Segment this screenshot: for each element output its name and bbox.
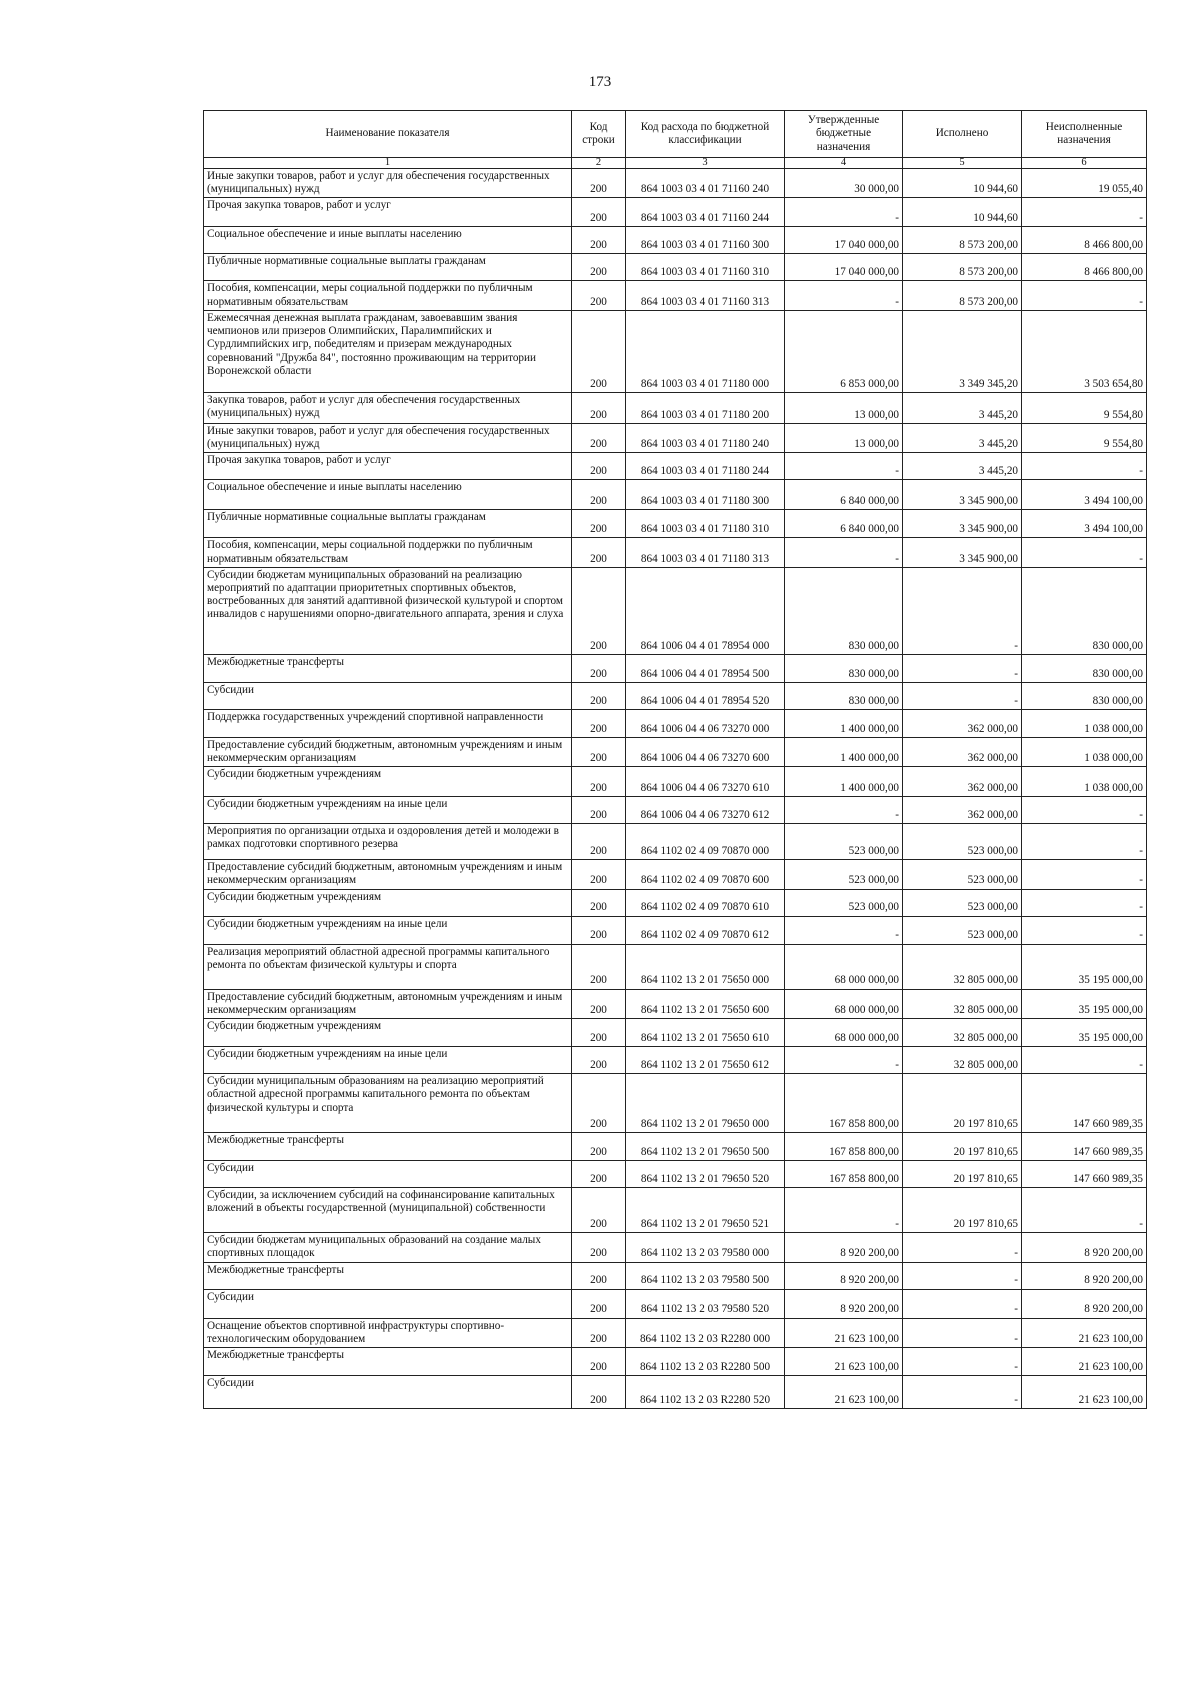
row-budget-code: 864 1006 04 4 01 78954 520 xyxy=(626,682,785,709)
row-unexecuted: - xyxy=(1022,797,1147,824)
table-row xyxy=(204,198,1147,227)
row-indicator-name: Субсидии xyxy=(204,1161,572,1188)
row-unexecuted: - xyxy=(1022,538,1147,567)
row-unexecuted: 21 623 100,00 xyxy=(1022,1318,1147,1347)
header-indicator-name: Наименование показателя xyxy=(204,111,572,158)
header-line-code: Код строки xyxy=(572,111,626,158)
row-indicator-name: Субсидии бюджетным учреждениям xyxy=(204,889,572,916)
table-row xyxy=(204,1133,1147,1161)
row-unexecuted: - xyxy=(1022,198,1147,227)
row-budget-code: 864 1003 03 4 01 71180 300 xyxy=(626,480,785,510)
row-line-code: 200 xyxy=(572,510,626,538)
row-executed: 3 349 345,20 xyxy=(903,310,1022,392)
row-executed: 3 445,20 xyxy=(903,453,1022,480)
row-budget-code: 864 1003 03 4 01 71180 313 xyxy=(626,538,785,567)
table-row xyxy=(204,392,1147,423)
row-budget-code: 864 1102 13 2 01 75650 600 xyxy=(626,989,785,1018)
row-unexecuted: 19 055,40 xyxy=(1022,169,1147,198)
row-budget-code: 864 1102 02 4 09 70870 000 xyxy=(626,824,785,860)
row-budget-code: 864 1102 13 2 01 79650 521 xyxy=(626,1188,785,1233)
row-line-code: 200 xyxy=(572,480,626,510)
row-line-code: 200 xyxy=(572,916,626,944)
row-approved: 6 840 000,00 xyxy=(785,480,903,510)
header-unexecuted: Неисполненные назначения xyxy=(1022,111,1147,158)
header-approved: Утвержденные бюджетные назначения xyxy=(785,111,903,158)
row-budget-code: 864 1102 13 2 03 79580 520 xyxy=(626,1289,785,1318)
row-executed: 362 000,00 xyxy=(903,709,1022,737)
row-indicator-name: Закупка товаров, работ и услуг для обеспечения государственных (муниципальных) нужд xyxy=(204,392,572,423)
row-indicator-name: Субсидии xyxy=(204,1375,572,1408)
row-unexecuted: 830 000,00 xyxy=(1022,682,1147,709)
row-indicator-name: Публичные нормативные социальные выплаты гражданам xyxy=(204,510,572,538)
row-approved: 1 400 000,00 xyxy=(785,737,903,766)
row-budget-code: 864 1003 03 4 01 71180 310 xyxy=(626,510,785,538)
row-line-code: 200 xyxy=(572,1188,626,1233)
row-approved: 6 853 000,00 xyxy=(785,310,903,392)
row-executed: - xyxy=(903,1233,1022,1262)
row-budget-code: 864 1102 13 2 03 R2280 000 xyxy=(626,1318,785,1347)
row-approved: 167 858 800,00 xyxy=(785,1133,903,1161)
row-executed: 20 197 810,65 xyxy=(903,1161,1022,1188)
row-line-code: 200 xyxy=(572,453,626,480)
row-executed: 523 000,00 xyxy=(903,916,1022,944)
row-executed: 362 000,00 xyxy=(903,797,1022,824)
row-budget-code: 864 1003 03 4 01 71160 310 xyxy=(626,254,785,281)
row-approved: 8 920 200,00 xyxy=(785,1289,903,1318)
table-row xyxy=(204,423,1147,452)
row-unexecuted: 8 920 200,00 xyxy=(1022,1289,1147,1318)
row-approved: 523 000,00 xyxy=(785,889,903,916)
row-unexecuted: - xyxy=(1022,453,1147,480)
row-line-code: 200 xyxy=(572,1318,626,1347)
column-number-row xyxy=(204,158,1147,169)
row-indicator-name: Субсидии бюджетам муниципальных образований на создание малых спортивных площадок xyxy=(204,1233,572,1262)
row-budget-code: 864 1102 13 2 03 R2280 500 xyxy=(626,1347,785,1375)
row-line-code: 200 xyxy=(572,737,626,766)
row-line-code: 200 xyxy=(572,567,626,654)
row-line-code: 200 xyxy=(572,1133,626,1161)
table-row xyxy=(204,567,1147,654)
row-indicator-name: Мероприятия по организации отдыха и оздоровления детей и молодежи в рамках подготовки спортивного резерва xyxy=(204,824,572,860)
row-approved: - xyxy=(785,281,903,310)
row-executed: 523 000,00 xyxy=(903,889,1022,916)
row-unexecuted: 147 660 989,35 xyxy=(1022,1074,1147,1133)
row-unexecuted: 9 554,80 xyxy=(1022,423,1147,452)
column-number: 6 xyxy=(1022,158,1147,169)
row-indicator-name: Межбюджетные трансферты xyxy=(204,1133,572,1161)
table-row xyxy=(204,682,1147,709)
row-unexecuted: 1 038 000,00 xyxy=(1022,737,1147,766)
row-executed: 20 197 810,65 xyxy=(903,1074,1022,1133)
table-row xyxy=(204,1233,1147,1262)
row-indicator-name: Субсидии бюджетным учреждениям на иные цели xyxy=(204,1047,572,1074)
table-row xyxy=(204,538,1147,567)
row-line-code: 200 xyxy=(572,1375,626,1408)
row-unexecuted: 8 466 800,00 xyxy=(1022,254,1147,281)
row-budget-code: 864 1102 13 2 01 75650 000 xyxy=(626,944,785,989)
row-approved: 30 000,00 xyxy=(785,169,903,198)
row-indicator-name: Субсидии xyxy=(204,682,572,709)
row-budget-code: 864 1102 02 4 09 70870 610 xyxy=(626,889,785,916)
row-approved: 17 040 000,00 xyxy=(785,254,903,281)
row-approved: 523 000,00 xyxy=(785,860,903,889)
row-executed: - xyxy=(903,1375,1022,1408)
table-row xyxy=(204,989,1147,1018)
row-unexecuted: 35 195 000,00 xyxy=(1022,1019,1147,1047)
row-approved: - xyxy=(785,797,903,824)
row-executed: - xyxy=(903,567,1022,654)
row-executed: 32 805 000,00 xyxy=(903,1019,1022,1047)
row-indicator-name: Субсидии бюджетам муниципальных образований на реализацию мероприятий по адаптации приоритетных спортивных объектов, востребованных для занятий адаптивной физической культурой и спортом инвалидов с нарушениями опорно-двигательного аппарата, зрения и слуха xyxy=(204,567,572,654)
row-unexecuted: - xyxy=(1022,916,1147,944)
row-line-code: 200 xyxy=(572,860,626,889)
row-approved: 830 000,00 xyxy=(785,567,903,654)
row-indicator-name: Прочая закупка товаров, работ и услуг xyxy=(204,453,572,480)
row-indicator-name: Публичные нормативные социальные выплаты гражданам xyxy=(204,254,572,281)
row-indicator-name: Предоставление субсидий бюджетным, автономным учреждениям и иным некоммерческим организациям xyxy=(204,989,572,1018)
table-row xyxy=(204,737,1147,766)
row-budget-code: 864 1102 13 2 01 75650 610 xyxy=(626,1019,785,1047)
row-approved: 68 000 000,00 xyxy=(785,1019,903,1047)
column-number: 4 xyxy=(785,158,903,169)
table-body xyxy=(204,169,1147,1409)
row-unexecuted: 147 660 989,35 xyxy=(1022,1161,1147,1188)
row-unexecuted: 147 660 989,35 xyxy=(1022,1133,1147,1161)
table-row xyxy=(204,916,1147,944)
row-approved: 830 000,00 xyxy=(785,654,903,682)
row-indicator-name: Субсидии бюджетным учреждениям на иные цели xyxy=(204,916,572,944)
row-line-code: 200 xyxy=(572,824,626,860)
row-approved: 21 623 100,00 xyxy=(785,1347,903,1375)
row-budget-code: 864 1003 03 4 01 71160 244 xyxy=(626,198,785,227)
table-row xyxy=(204,1318,1147,1347)
row-budget-code: 864 1006 04 4 01 78954 500 xyxy=(626,654,785,682)
row-executed: - xyxy=(903,1318,1022,1347)
column-number: 1 xyxy=(204,158,572,169)
row-executed: 8 573 200,00 xyxy=(903,254,1022,281)
row-line-code: 200 xyxy=(572,538,626,567)
row-unexecuted: 35 195 000,00 xyxy=(1022,944,1147,989)
row-line-code: 200 xyxy=(572,889,626,916)
row-indicator-name: Межбюджетные трансферты xyxy=(204,1262,572,1289)
row-approved: 523 000,00 xyxy=(785,824,903,860)
row-indicator-name: Предоставление субсидий бюджетным, автономным учреждениям и иным некоммерческим организациям xyxy=(204,860,572,889)
row-executed: 20 197 810,65 xyxy=(903,1133,1022,1161)
table-row xyxy=(204,944,1147,989)
row-budget-code: 864 1102 13 2 03 R2280 520 xyxy=(626,1375,785,1408)
row-unexecuted: - xyxy=(1022,1047,1147,1074)
row-budget-code: 864 1102 13 2 01 79650 500 xyxy=(626,1133,785,1161)
row-approved: 167 858 800,00 xyxy=(785,1074,903,1133)
table-row xyxy=(204,227,1147,254)
row-line-code: 200 xyxy=(572,254,626,281)
row-indicator-name: Социальное обеспечение и иные выплаты населению xyxy=(204,227,572,254)
row-budget-code: 864 1003 03 4 01 71160 313 xyxy=(626,281,785,310)
row-indicator-name: Межбюджетные трансферты xyxy=(204,654,572,682)
row-executed: - xyxy=(903,1347,1022,1375)
table-row xyxy=(204,709,1147,737)
row-indicator-name: Субсидии, за исключением субсидий на софинансирование капитальных вложений в объекты государственной (муниципальной) собственности xyxy=(204,1188,572,1233)
row-unexecuted: 8 920 200,00 xyxy=(1022,1262,1147,1289)
row-line-code: 200 xyxy=(572,1289,626,1318)
row-approved: - xyxy=(785,198,903,227)
row-executed: 3 445,20 xyxy=(903,392,1022,423)
row-approved: 13 000,00 xyxy=(785,423,903,452)
row-executed: - xyxy=(903,654,1022,682)
row-line-code: 200 xyxy=(572,767,626,797)
row-indicator-name: Ежемесячная денежная выплата гражданам, завоевавшим звания чемпионов или призеров Олимпийских, Паралимпийских и Сурдлимпийских игр, победителям и призерам международных соревнований "Дружба 84", постоянно проживающим на территории Воронежской области xyxy=(204,310,572,392)
row-line-code: 200 xyxy=(572,1047,626,1074)
row-executed: 32 805 000,00 xyxy=(903,1047,1022,1074)
row-executed: 10 944,60 xyxy=(903,198,1022,227)
row-approved: 17 040 000,00 xyxy=(785,227,903,254)
row-executed: 523 000,00 xyxy=(903,824,1022,860)
row-executed: 523 000,00 xyxy=(903,860,1022,889)
row-approved: 68 000 000,00 xyxy=(785,944,903,989)
table-row xyxy=(204,797,1147,824)
row-budget-code: 864 1006 04 4 01 78954 000 xyxy=(626,567,785,654)
table-row xyxy=(204,1375,1147,1408)
row-approved: - xyxy=(785,453,903,480)
table-row xyxy=(204,654,1147,682)
row-indicator-name: Иные закупки товаров, работ и услуг для обеспечения государственных (муниципальных) нужд xyxy=(204,423,572,452)
row-budget-code: 864 1102 02 4 09 70870 600 xyxy=(626,860,785,889)
row-unexecuted: - xyxy=(1022,889,1147,916)
row-unexecuted: 8 466 800,00 xyxy=(1022,227,1147,254)
row-unexecuted: 35 195 000,00 xyxy=(1022,989,1147,1018)
row-indicator-name: Поддержка государственных учреждений спортивной направленности xyxy=(204,709,572,737)
table-row xyxy=(204,310,1147,392)
row-budget-code: 864 1102 13 2 01 79650 000 xyxy=(626,1074,785,1133)
row-indicator-name: Субсидии бюджетным учреждениям xyxy=(204,1019,572,1047)
row-line-code: 200 xyxy=(572,423,626,452)
row-line-code: 200 xyxy=(572,1262,626,1289)
row-line-code: 200 xyxy=(572,1233,626,1262)
row-unexecuted: 21 623 100,00 xyxy=(1022,1375,1147,1408)
header-row xyxy=(204,111,1147,158)
row-line-code: 200 xyxy=(572,989,626,1018)
row-line-code: 200 xyxy=(572,1019,626,1047)
row-budget-code: 864 1003 03 4 01 71180 200 xyxy=(626,392,785,423)
row-budget-code: 864 1102 13 2 03 79580 500 xyxy=(626,1262,785,1289)
row-approved: - xyxy=(785,538,903,567)
row-unexecuted: 1 038 000,00 xyxy=(1022,767,1147,797)
table-row xyxy=(204,1289,1147,1318)
row-budget-code: 864 1003 03 4 01 71160 240 xyxy=(626,169,785,198)
row-line-code: 200 xyxy=(572,310,626,392)
row-unexecuted: - xyxy=(1022,824,1147,860)
table-row xyxy=(204,1074,1147,1133)
row-line-code: 200 xyxy=(572,1347,626,1375)
row-approved: 6 840 000,00 xyxy=(785,510,903,538)
row-line-code: 200 xyxy=(572,1161,626,1188)
row-indicator-name: Иные закупки товаров, работ и услуг для обеспечения государственных (муниципальных) нужд xyxy=(204,169,572,198)
table-row xyxy=(204,1188,1147,1233)
row-unexecuted: 1 038 000,00 xyxy=(1022,709,1147,737)
row-budget-code: 864 1102 02 4 09 70870 612 xyxy=(626,916,785,944)
row-line-code: 200 xyxy=(572,1074,626,1133)
row-executed: 8 573 200,00 xyxy=(903,281,1022,310)
row-line-code: 200 xyxy=(572,198,626,227)
row-approved: 1 400 000,00 xyxy=(785,709,903,737)
row-budget-code: 864 1006 04 4 06 73270 610 xyxy=(626,767,785,797)
row-unexecuted: 8 920 200,00 xyxy=(1022,1233,1147,1262)
column-number: 5 xyxy=(903,158,1022,169)
row-budget-code: 864 1006 04 4 06 73270 612 xyxy=(626,797,785,824)
table-row xyxy=(204,1161,1147,1188)
row-approved: 21 623 100,00 xyxy=(785,1375,903,1408)
row-executed: 3 345 900,00 xyxy=(903,510,1022,538)
header-executed: Исполнено xyxy=(903,111,1022,158)
row-executed: 3 345 900,00 xyxy=(903,538,1022,567)
row-unexecuted: 3 503 654,80 xyxy=(1022,310,1147,392)
row-line-code: 200 xyxy=(572,281,626,310)
row-budget-code: 864 1102 13 2 01 75650 612 xyxy=(626,1047,785,1074)
row-unexecuted: 9 554,80 xyxy=(1022,392,1147,423)
row-executed: - xyxy=(903,682,1022,709)
row-unexecuted: - xyxy=(1022,860,1147,889)
table-row xyxy=(204,824,1147,860)
row-budget-code: 864 1003 03 4 01 71180 240 xyxy=(626,423,785,452)
row-executed: 32 805 000,00 xyxy=(903,944,1022,989)
column-number: 3 xyxy=(626,158,785,169)
table-row xyxy=(204,480,1147,510)
row-unexecuted: 3 494 100,00 xyxy=(1022,510,1147,538)
row-approved: - xyxy=(785,916,903,944)
row-budget-code: 864 1006 04 4 06 73270 600 xyxy=(626,737,785,766)
header-budget-code: Код расхода по бюджетной классификации xyxy=(626,111,785,158)
row-line-code: 200 xyxy=(572,654,626,682)
row-approved: 68 000 000,00 xyxy=(785,989,903,1018)
row-budget-code: 864 1102 13 2 01 79650 520 xyxy=(626,1161,785,1188)
table-row xyxy=(204,1262,1147,1289)
row-approved: 167 858 800,00 xyxy=(785,1161,903,1188)
row-indicator-name: Пособия, компенсации, меры социальной поддержки по публичным нормативным обязательствам xyxy=(204,281,572,310)
row-indicator-name: Реализация мероприятий областной адресной программы капитального ремонта по объектам физической культуры и спорта xyxy=(204,944,572,989)
row-executed: 362 000,00 xyxy=(903,767,1022,797)
page-number: 173 xyxy=(588,74,612,90)
budget-execution-table xyxy=(203,110,1147,1409)
row-line-code: 200 xyxy=(572,682,626,709)
row-approved: 13 000,00 xyxy=(785,392,903,423)
table-row xyxy=(204,1019,1147,1047)
row-approved: 8 920 200,00 xyxy=(785,1233,903,1262)
table-row xyxy=(204,889,1147,916)
row-approved: - xyxy=(785,1047,903,1074)
row-unexecuted: 830 000,00 xyxy=(1022,654,1147,682)
row-executed: 8 573 200,00 xyxy=(903,227,1022,254)
table-row xyxy=(204,169,1147,198)
row-indicator-name: Субсидии xyxy=(204,1289,572,1318)
table-row xyxy=(204,1347,1147,1375)
row-indicator-name: Субсидии бюджетным учреждениям на иные цели xyxy=(204,797,572,824)
table-row xyxy=(204,767,1147,797)
row-approved: 21 623 100,00 xyxy=(785,1318,903,1347)
row-approved: 8 920 200,00 xyxy=(785,1262,903,1289)
row-indicator-name: Межбюджетные трансферты xyxy=(204,1347,572,1375)
table-row xyxy=(204,860,1147,889)
table-row xyxy=(204,281,1147,310)
row-line-code: 200 xyxy=(572,169,626,198)
row-executed: 20 197 810,65 xyxy=(903,1188,1022,1233)
row-line-code: 200 xyxy=(572,392,626,423)
row-executed: 10 944,60 xyxy=(903,169,1022,198)
row-indicator-name: Субсидии бюджетным учреждениям xyxy=(204,767,572,797)
row-approved: - xyxy=(785,1188,903,1233)
row-indicator-name: Предоставление субсидий бюджетным, автономным учреждениям и иным некоммерческим организациям xyxy=(204,737,572,766)
row-budget-code: 864 1102 13 2 03 79580 000 xyxy=(626,1233,785,1262)
row-executed: - xyxy=(903,1262,1022,1289)
row-budget-code: 864 1003 03 4 01 71180 244 xyxy=(626,453,785,480)
row-unexecuted: - xyxy=(1022,1188,1147,1233)
row-executed: 362 000,00 xyxy=(903,737,1022,766)
row-indicator-name: Субсидии муниципальным образованиям на реализацию мероприятий областной адресной программы капитального ремонта по объектам физической культуры и спорта xyxy=(204,1074,572,1133)
row-line-code: 200 xyxy=(572,797,626,824)
row-line-code: 200 xyxy=(572,944,626,989)
row-unexecuted: 830 000,00 xyxy=(1022,567,1147,654)
row-unexecuted: 3 494 100,00 xyxy=(1022,480,1147,510)
row-approved: 1 400 000,00 xyxy=(785,767,903,797)
table-row xyxy=(204,510,1147,538)
row-executed: 3 345 900,00 xyxy=(903,480,1022,510)
table-row xyxy=(204,254,1147,281)
row-indicator-name: Пособия, компенсации, меры социальной поддержки по публичным нормативным обязательствам xyxy=(204,538,572,567)
row-budget-code: 864 1003 03 4 01 71180 000 xyxy=(626,310,785,392)
row-executed: 32 805 000,00 xyxy=(903,989,1022,1018)
row-executed: 3 445,20 xyxy=(903,423,1022,452)
column-number: 2 xyxy=(572,158,626,169)
table-row xyxy=(204,453,1147,480)
row-indicator-name: Оснащение объектов спортивной инфраструктуры спортивно-технологическим оборудованием xyxy=(204,1318,572,1347)
row-line-code: 200 xyxy=(572,227,626,254)
row-unexecuted: 21 623 100,00 xyxy=(1022,1347,1147,1375)
row-indicator-name: Прочая закупка товаров, работ и услуг xyxy=(204,198,572,227)
row-budget-code: 864 1003 03 4 01 71160 300 xyxy=(626,227,785,254)
row-approved: 830 000,00 xyxy=(785,682,903,709)
row-indicator-name: Социальное обеспечение и иные выплаты населению xyxy=(204,480,572,510)
row-unexecuted: - xyxy=(1022,281,1147,310)
table-row xyxy=(204,1047,1147,1074)
row-line-code: 200 xyxy=(572,709,626,737)
row-executed: - xyxy=(903,1289,1022,1318)
row-budget-code: 864 1006 04 4 06 73270 000 xyxy=(626,709,785,737)
